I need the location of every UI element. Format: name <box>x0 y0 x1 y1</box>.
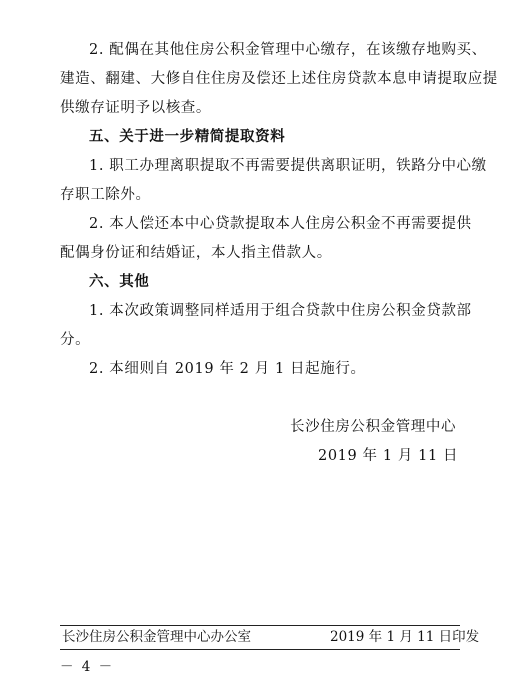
page-number: － 4 － <box>60 659 115 675</box>
section-heading: 六、其他 <box>89 273 150 290</box>
paragraph-line: 2. 配偶在其他住房公积金管理中心缴存，在该缴存地购买、 <box>89 42 487 58</box>
paragraph-line: 2. 本细则自 2019 年 2 月 1 日起施行。 <box>89 361 366 377</box>
footer-bottom-rule <box>60 649 460 650</box>
signature-date: 2019 年 1 月 11 日 <box>318 448 459 464</box>
paragraph-line: 2. 本人偿还本中心贷款提取本人住房公积金不再需要提供 <box>89 216 472 232</box>
paragraph-line: 1. 本次政策调整同样适用于组合贷款中住房公积金贷款部 <box>89 303 472 319</box>
section-heading: 五、关于进一步精简提取资料 <box>89 128 286 145</box>
paragraph-line: 建造、翻建、大修自住住房及偿还上述住房贷款本息申请提取应提 <box>60 71 498 87</box>
paragraph-line: 分。 <box>60 332 91 348</box>
paragraph-line: 供缴存证明予以核查。 <box>60 100 211 116</box>
footer-print-date: 2019 年 1 月 11 日印发 <box>330 629 480 645</box>
paragraph-line: 配偶身份证和结婚证，本人指主借款人。 <box>60 245 332 261</box>
paragraph-line: 存职工除外。 <box>60 187 151 203</box>
footer-top-rule <box>60 625 460 626</box>
paragraph-line: 1. 职工办理离职提取不再需要提供离职证明，铁路分中心缴 <box>89 158 487 174</box>
signature-org: 长沙住房公积金管理中心 <box>290 419 457 435</box>
footer-issuer: 长沙住房公积金管理中心办公室 <box>62 629 251 645</box>
